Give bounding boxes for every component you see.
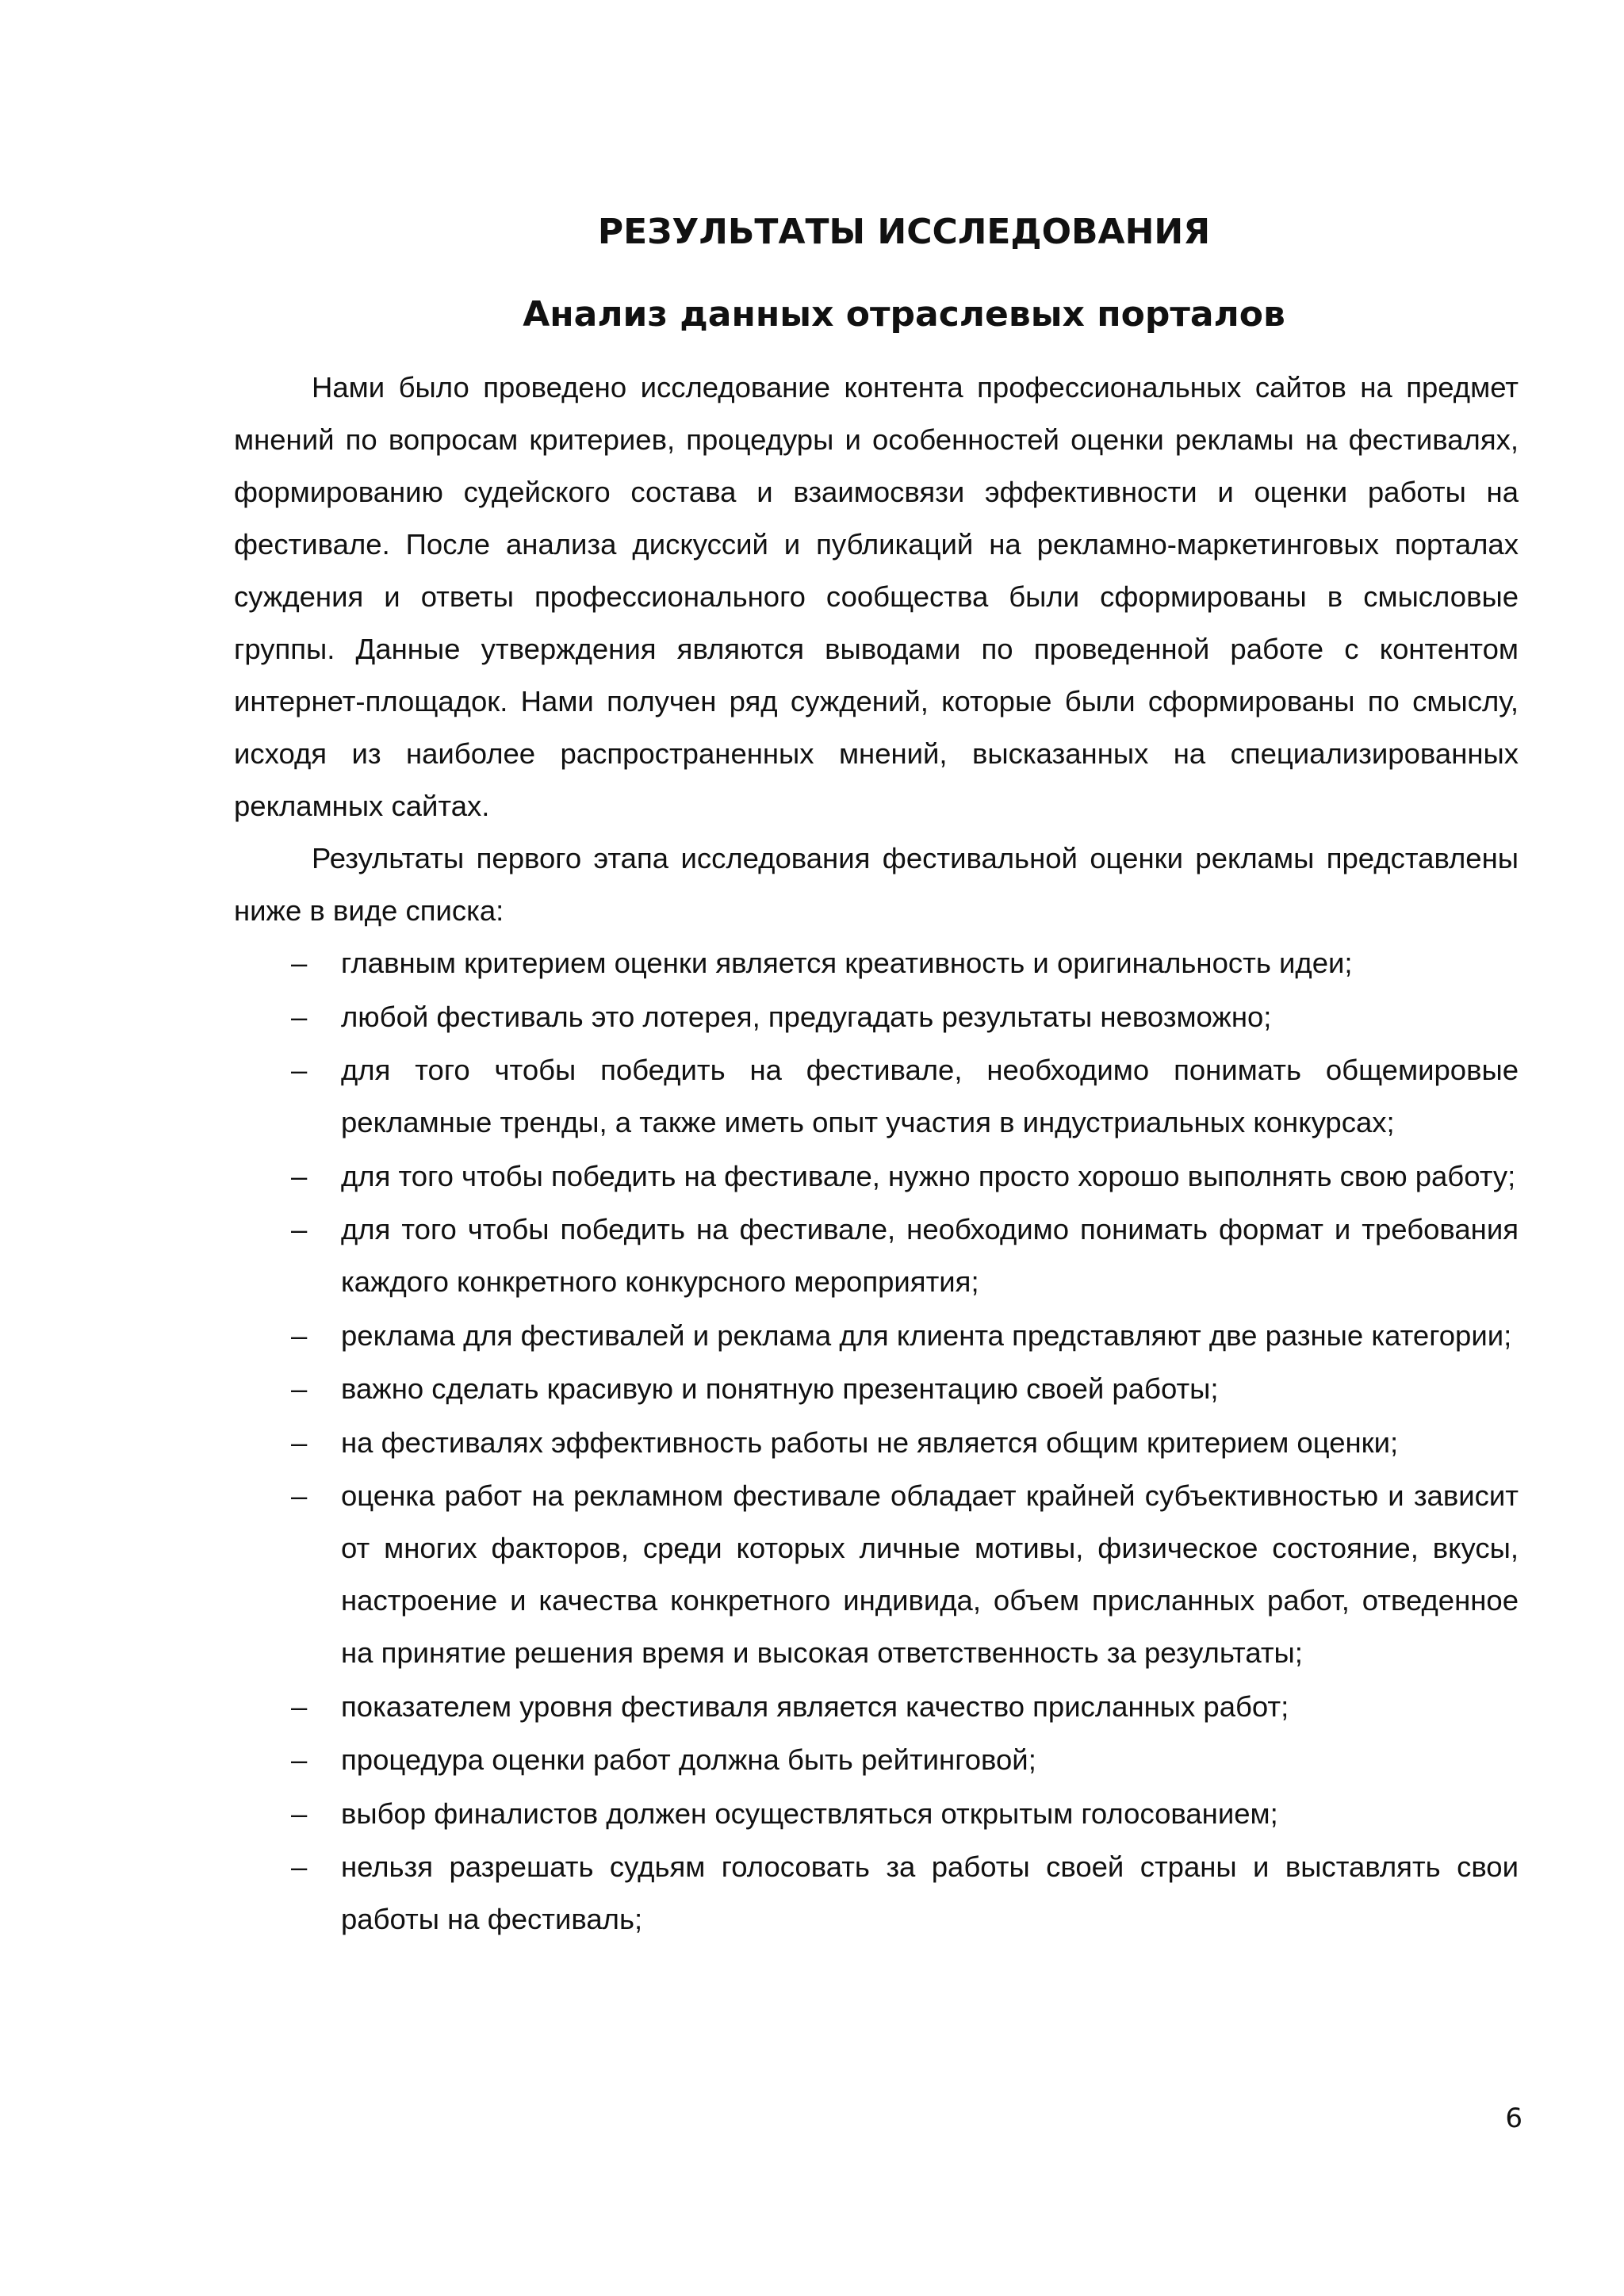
list-item xyxy=(234,1470,1519,1679)
findings-list xyxy=(234,937,1519,1947)
paragraph: Результаты первого этапа исследования фестивальной оценки рекламы представлены ниже в виде списка: xyxy=(234,842,1519,927)
page-title: РЕЗУЛЬТАТЫ ИССЛЕДОВАНИЯ xyxy=(597,212,1211,252)
list-item xyxy=(234,1841,1519,1946)
dash-bullet-icon: – xyxy=(291,1479,308,1512)
list-item-text: процедура оценки работ должна быть рейтинговой; xyxy=(341,1743,1036,1776)
list-item xyxy=(234,1788,1519,1840)
section-heading: Анализ данных отраслевых порталов xyxy=(523,294,1285,335)
list-item xyxy=(234,1417,1519,1469)
dash-bullet-icon: – xyxy=(291,947,308,979)
dash-bullet-icon: – xyxy=(291,1054,308,1086)
list-item-text: главным критерием оценки является креативность и оригинальность идеи; xyxy=(341,947,1353,979)
list-item xyxy=(234,991,1519,1043)
list-item-text: показателем уровня фестиваля является качество присланных работ; xyxy=(341,1689,1289,1723)
list-item xyxy=(234,1363,1519,1415)
list-item xyxy=(234,1681,1519,1733)
dash-bullet-icon: – xyxy=(291,1850,308,1883)
list-item-text: важно сделать красивую и понятную презентацию своей работы; xyxy=(341,1372,1219,1405)
list-item-text: оценка работ на рекламном фестивале обладает крайней субъективностью и зависит от многих факторов, среди которых личные мотивы, физическое состояние, вкусы, настроение и качества конкретного индивида, объем присланных работ, отведенное на принятие решения время и высокая ответственность за результаты; xyxy=(341,1479,1519,1669)
list-item-text: для того чтобы победить на фестивале, необходимо понимать общемировые рекламные тренды, а также иметь опыт участия в индустриальных конкурсах; xyxy=(341,1054,1519,1138)
dash-bullet-icon: – xyxy=(291,1743,308,1776)
dash-bullet-icon: – xyxy=(291,1213,308,1246)
list-item xyxy=(234,1203,1519,1308)
list-item-text: выбор финалистов должен осуществляться открытым голосованием; xyxy=(341,1797,1278,1830)
dash-bullet-icon: – xyxy=(291,1318,308,1352)
dash-bullet-icon: – xyxy=(291,1425,308,1459)
dash-bullet-icon: – xyxy=(291,1689,308,1723)
list-item-text: на фестивалях эффективность работы не является общим критерием оценки; xyxy=(341,1425,1399,1459)
list-item xyxy=(234,937,1519,989)
list-item-text: любой фестиваль это лотерея, предугадать результаты невозможно; xyxy=(341,1000,1272,1033)
list-item xyxy=(234,1044,1519,1149)
list-item-text: нельзя разрешать судьям голосовать за работы своей страны и выставлять свои работы на фестиваль; xyxy=(341,1850,1519,1935)
paragraph: Нами было проведено исследование контента профессиональных сайтов на предмет мнений по вопросам критериев, процедуры и особенностей оценки рекламы на фестивалях, формированию судейского состава и взаимосвязи эффективности и оценки работы на фестивале. После анализа дискуссий и публикаций на рекламно-маркетинговых порталах суждения и ответы профессионального сообщества были сформированы в смысловые группы. Данные утверждения являются выводами по проведенной работе с контентом интернет-площадок. Нами получен ряд суждений, которые были сформированы по смыслу, исходя из наиболее распространенных мнений, высказанных на специализированных рекламных сайтах. xyxy=(234,371,1519,822)
dash-bullet-icon: – xyxy=(291,1797,308,1830)
list-item-text: для того чтобы победить на фестивале, нужно просто хорошо выполнять свою работу; xyxy=(341,1159,1516,1192)
list-item xyxy=(234,1310,1519,1362)
dash-bullet-icon: – xyxy=(291,1159,308,1192)
list-item-text: реклама для фестивалей и реклама для клиента представляют две разные категории; xyxy=(341,1318,1512,1352)
list-item xyxy=(234,1150,1519,1203)
dash-bullet-icon: – xyxy=(291,1000,308,1033)
dash-bullet-icon: – xyxy=(291,1372,308,1405)
page-number: 6 xyxy=(1505,2103,1522,2134)
list-item xyxy=(234,1734,1519,1786)
list-item-text: для того чтобы победить на фестивале, необходимо понимать формат и требования каждого конкретного конкурсного мероприятия; xyxy=(341,1213,1519,1298)
